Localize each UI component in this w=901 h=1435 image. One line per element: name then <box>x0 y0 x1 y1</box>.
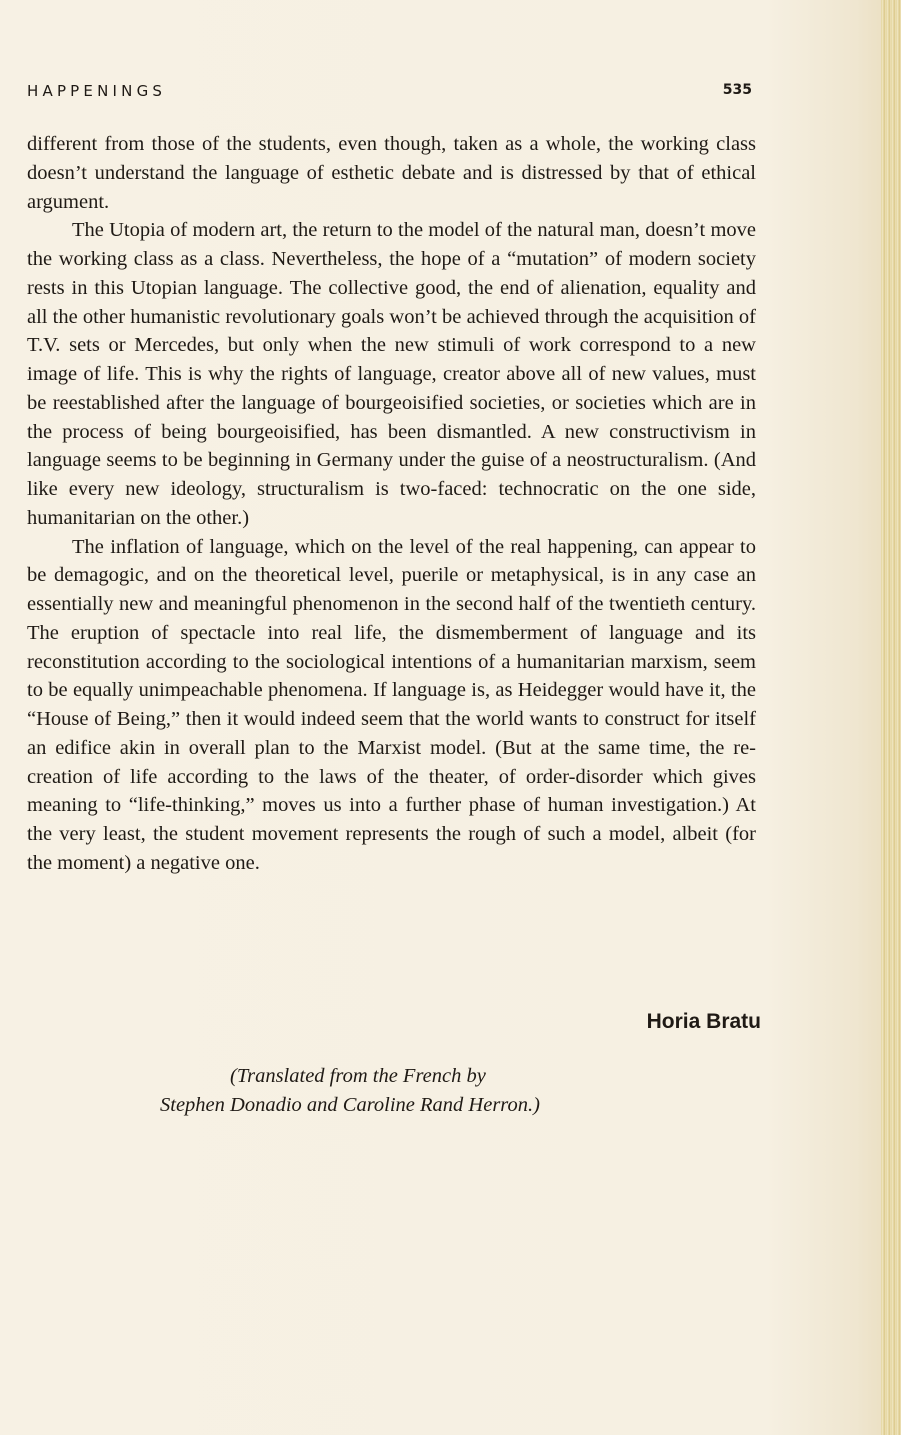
translation-note <box>160 1062 620 1120</box>
running-head: HAPPENINGS <box>27 82 167 100</box>
page-header <box>27 82 752 102</box>
paragraph: The inflation of language, which on the level of the real happening, can appear to be demagogic, and on the theoretical level, puerile or metaphysical, is in any case an essentially new and meaningful phenomenon in the second half of the twentieth century. The eruption of spectacle into real life, the dismemberment of language and its reconstitution according to the sociological intentions of a humanitarian marxism, seem to be equally unimpeachable phenomena. If language is, as Heidegger would have it, the “House of Being,” then it would indeed seem that the world wants to construct for itself an edifice akin in overall plan to the Marxist model. (But at the same time, the re-creation of life according to the laws of the theater, of order-disorder which gives meaning to “life-thinking,” moves us into a further phase of human investigation.) At the very least, the student movement represents the rough of such a model, albeit (for the moment) a negative one. <box>27 535 756 874</box>
paragraph: The Utopia of modern art, the return to the model of the natural man, doesn’t move the working class as a class. Nevertheless, the hope of a “mutation” of modern society rests in this Utopian language. The collective good, the end of alienation, equality and all the other humanistic revolutionary goals won’t be achieved through the acquisition of T.V. sets or Mercedes, but only when the new stimuli of work correspond to a new image of life. This is why the rights of language, creator above all of new values, must be reestablished after the language of bourgeoisified societies, or societies which are in the process of being bourgeoisified, has been dismantled. A new constructivism in language seems to be beginning in Germany under the guise of a neostructuralism. (And like every new ideology, structuralism is two-faced: technocratic on the one side, humanitarian on the other.) <box>27 219 756 529</box>
page-edge <box>881 0 901 1435</box>
page-number: 535 <box>722 82 752 98</box>
translation-note-line: Stephen Donadio and Caroline Rand Herron.) <box>160 1094 540 1116</box>
author-signature: Horia Bratu <box>646 1010 761 1033</box>
paragraph-continued: different from those of the students, even though, taken as a whole, the working class doesn’t understand the language of esthetic debate and is distressed by that of ethical argument. <box>27 133 756 213</box>
body-text <box>27 130 756 878</box>
translation-note-line: (Translated from the French by <box>230 1065 486 1087</box>
